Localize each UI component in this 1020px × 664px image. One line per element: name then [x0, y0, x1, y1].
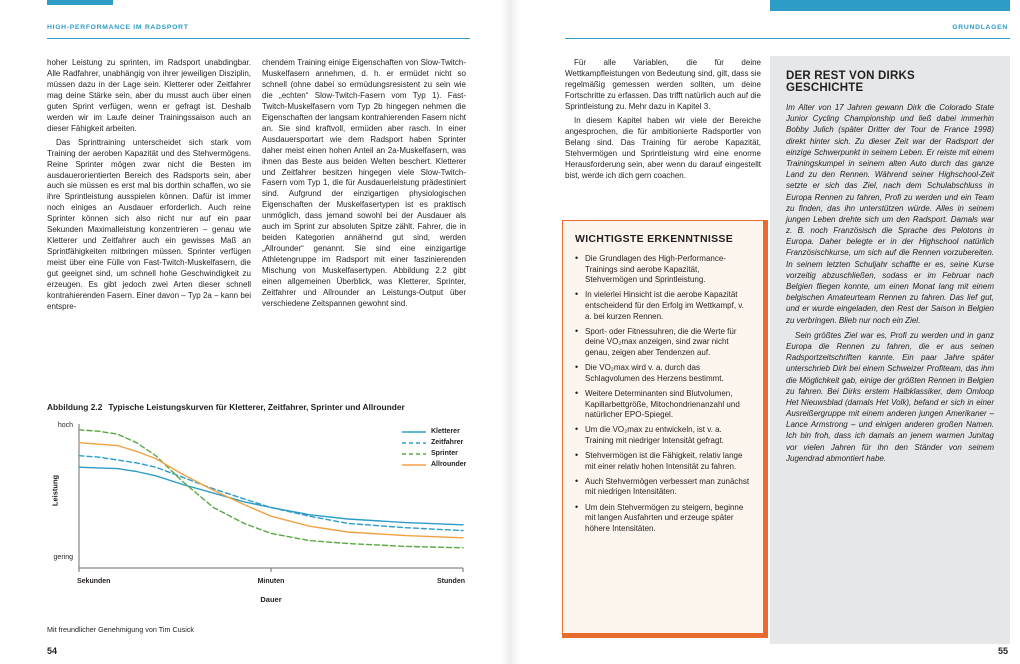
x-tick-minuten: Minuten: [257, 578, 285, 585]
paragraph: In diesem Kapitel haben wir viele der Bereiche angesprochen, die für ambitionierte Radsportler von Belang sind. Das Training für aerobe Kapazität, Stehvermögen und Sprintleistung wird eine enorme Herausforderung sein, aber wenn du darauf eingestellt bist, werde ich dich gern coachen.: [565, 115, 761, 180]
paragraph: hoher Leistung zu sprinten, im Radsport unabdingbar. Alle Radfahrer, unabhängig von ihrer jeweiligen Disziplin, müssen dazu in der Lage sein. Kletterer oder Zeitfahrer mag deine Stärke sein, aber du musst auch über einen guten Sprint verfügen, wenn er gefragt ist. Deshalb werden wir im Laufe deiner Trainingssaison auch an dieser Fähigkeit arbeiten.: [47, 58, 251, 133]
key-takeaways-box: [562, 220, 768, 638]
legend-entry: [402, 439, 466, 446]
legend-label: Kletterer: [431, 428, 460, 435]
legend-label: Sprinter: [431, 450, 458, 457]
key-takeaway-item: • Um dein Stehvermögen zu steigern, beginne mit langen Ausfahrten und erzeuge später höhere Intensitäten.: [575, 503, 751, 535]
key-takeaway-item: • In vielerlei Hinsicht ist die aerobe Kapazität entscheidend für den Erfolg im Wettkampf, v. a. bei kurzen Rennen.: [575, 290, 751, 322]
left-text-column-1: [47, 58, 251, 402]
key-takeaway-item: • Stehvermögen ist die Fähigkeit, relativ lange mit einer relativ hohen Intensität zu fahren.: [575, 451, 751, 472]
legend-entry: [402, 428, 466, 435]
x-tick-stunden: Stunden: [437, 578, 465, 585]
figure-caption-text: Typische Leistungskurven für Kletterer, Zeitfahrer, Sprinter und Allrounder: [108, 402, 405, 412]
right-running-head: GRUNDLAGEN: [952, 24, 1008, 31]
left-running-head: HIGH-PERFORMANCE IM RADSPORT: [47, 24, 189, 31]
paragraph: Das Sprinttraining unterscheidet sich stark vom Training der aeroben Kapazität und des Stehvermögens. Reine Sprinter mögen zwar nicht die Besten im ausdauerorientierten Bereich des Radsports sein, aber auch sie müssen es erst mal bis dorthin schaffen, wo sie ihre Sprintleistung ausspielen können. Dafür ist immer noch einiges an Ausdauer erforderlich. Auch reine Sprinter können sich also nicht nur auf ein paar Sekunden Maximalleistung konzentrieren – genau wie Kletterer und Zeitfahrer auch ein gewisses Maß an Sprintfähigkeiten mitbringen müssen. Sprinter verfügen meist über eine Fülle von Fast-Twitch-Muskelfasern, die gut geeignet sind, um schnell hohe Geschwindigkeit zu erzeugen. Es gibt jedoch zwei Arten dieser schnell kontrahierenden Fasern. Einer davon – Typ 2a – kann bei entspre-: [47, 137, 251, 311]
key-takeaways-title: WICHTIGSTE ERKENNTNISSE: [575, 233, 733, 245]
sidebar-title: DER REST VON DIRKS GESCHICHTE: [786, 70, 915, 94]
figure-credit: Mit freundlicher Genehmigung von Tim Cusick: [47, 625, 195, 634]
y-axis-title: Leistung: [50, 474, 60, 507]
legend-entry: [402, 461, 466, 468]
sidebar-paragraph: Sein größtes Ziel war es, Profi zu werden und in ganz Europa die Rennen zu fahren, die er aus seinen Radsportzeitschriften kannte. Ein paar Jahre später unterschrieb Dirk bei einem Schweizer Profiteam, das ihm die Möglichkeit gab, einige der größten Rennen in Belgien zu fahren. Bei Dirks erstem Halbklassiker, dem Omloop Het Nieuwsblad (damals Het Volk), befand er sich in einer Ausreißergruppe mit einem anderen jungen Amerikaner – Lance Armstrong – und einigen anderen großen Namen. Ich bin froh, dass ich damals an jenem warmen Junitag vor vielen Jahren für ihn den Ständer von seinem Jugendrad abmontiert habe.: [786, 330, 994, 463]
key-takeaway-item: • Weitere Determinanten sind Blutvolumen, Kapillarbettgröße, Mitochondrienanzahl und natürlicher EPO-Spiegel.: [575, 389, 751, 421]
key-takeaway-item: • Die Grundlagen des High-Performance-Trainings sind aerobe Kapazität, Stehvermögen und Sprintleistung.: [575, 254, 751, 286]
figure-caption-label: Abbildung 2.2: [47, 402, 103, 412]
x-axis-title: Dauer: [260, 595, 282, 604]
legend-line-swatch: [402, 451, 426, 457]
legend-line-swatch: [402, 462, 426, 468]
legend-label: Zeitfahrer: [431, 439, 464, 446]
left-text-column-2: [262, 58, 466, 402]
left-top-accent-bar: [47, 0, 113, 5]
key-takeaways-list: [575, 254, 751, 534]
key-takeaway-item: • Auch Stehvermögen verbessert man zunächst mit niedrigen Intensitäten.: [575, 477, 751, 498]
y-tick-hoch: hoch: [57, 422, 73, 429]
paragraph: Für alle Variablen, die für deine Wettkampfleistungen von Bedeutung sind, gilt, dass sie regelmäßig gemessen werden sollten, um deine Fortschritte zu erfassen. Das trifft natürlich auch auf die Sprintleistung zu. Mehr dazu in Kapitel 3.: [565, 58, 761, 111]
legend-line-swatch: [402, 429, 426, 435]
right-text-column: [565, 58, 761, 216]
x-tick-sekunden: Sekunden: [77, 578, 111, 585]
right-page: [510, 0, 1020, 664]
left-page-number: 54: [47, 646, 58, 656]
right-head-rule: [565, 38, 1010, 39]
right-top-accent-bar: [770, 0, 1010, 11]
key-takeaway-item: • Die VO₂max wird v. a. durch das Schlagvolumen des Herzens bestimmt.: [575, 363, 751, 384]
figure-caption: [47, 402, 470, 412]
power-duration-chart: [47, 420, 472, 615]
legend-line-swatch: [402, 440, 426, 446]
left-head-rule: [47, 38, 470, 39]
legend-label: Allrounder: [431, 461, 467, 468]
right-page-number: 55: [997, 646, 1008, 656]
key-takeaway-item: • Um die VO₂max zu entwickeln, ist v. a. Training mit niedriger Intensität gefragt.: [575, 425, 751, 446]
chart-legend: [402, 428, 466, 468]
paragraph: chendem Training einige Eigenschaften von Slow-Twitch-Muskelfasern annehmen, d. h. er ermüdet nicht so schnell (ohne dabei so ermüdungsresistent zu sein wie die „echten“ Slow-Twitch-Fasern vom Typ 1). Fast-Twitch-Muskelfasern vom Typ 2b hingegen nehmen die Eigenschaften der langsam kontrahierenden Fasern nicht an. Sie sind kraftvoll, ermüden aber rasch. In einer Ausdauersportart wie dem Radsport haben Sprinter daher meist einen hohen Anteil an 2a-Muskelfasern, was ihnen das Beste aus beiden Welten beschert. Kletterer und Zeitfahrer besitzen hingegen viele Slow-Twitch-Fasern vom Typ 1, die für Ausdauerleistung prädestiniert sind. Aufgrund der einzigartigen physiologischen Eigenschaften der Muskelfasertypen ist es praktisch unmöglich, dass jemand sowohl bei der Ausdauer als auch im Sprint zur absoluten Spitze zählt. Fahrer, die in beiden Kategorien annähernd gut sind, werden „Allrounder“ genannt. Sie sind eine einzigartige Athletengruppe im Radsport mit einer faszinierenden Mischung von Muskelfasertypen. Abbildung 2.2 gibt einen allgemeinen Überblick, was Kletterer, Sprinter, Zeitfahrer und Allrounder an Leistungs-Output über verschiedene Zeitspannen gewohnt sind.: [262, 58, 466, 308]
sidebar-paragraph: Im Alter von 17 Jahren gewann Dirk die Colorado State Junior Cycling Championship und ließ dabei immerhin Bobby Julich (später Dritter der Tour de France 1998) direkt hinter sich. Zu dieser Zeit war der Radsport der einzige Schwerpunkt in seinem Leben. Er reiste mit einem Trainingskumpel in seinem alten Auto durch das ganze Land zu den Rennen. Während seiner Highschool-Zeit setzte er sich das Ziel, nach dem Schulabschluss in Europa Rennen zu fahren, Profi zu werden und ein Team zu finden, das ihn unterstützen würde. Alles in seinem jungen Leben drehte sich um den Radsport. Damals war z. B. noch Französisch die Sprache des Pelotons in Europa. Daher belegte er in der Highschool natürlich Französischkurse, um sich auf die Rennen vorzubereiten. In seinem letzten Schuljahr schaffte er es, seine Kurse vorzeitig abzuschließen, sodass er im Februar nach Belgien fliegen konnte, um einen Monat lang mit einem belgischen Amateurteam Rennen zu fahren. Das lief gut, und er wurde eingeladen, den Rest der Saison in Belgien zu verbringen. Blieb nur noch ein Ziel.: [786, 103, 994, 325]
y-tick-gering: gering: [53, 554, 73, 561]
legend-entry: [402, 450, 466, 457]
key-takeaway-item: • Sport- oder Fitnessuhren, die die Werte für deine VO₂max anzeigen, sind zwar nicht genau, zeigen aber Tendenzen auf.: [575, 327, 751, 359]
dirk-story-sidebar: [770, 56, 1010, 644]
